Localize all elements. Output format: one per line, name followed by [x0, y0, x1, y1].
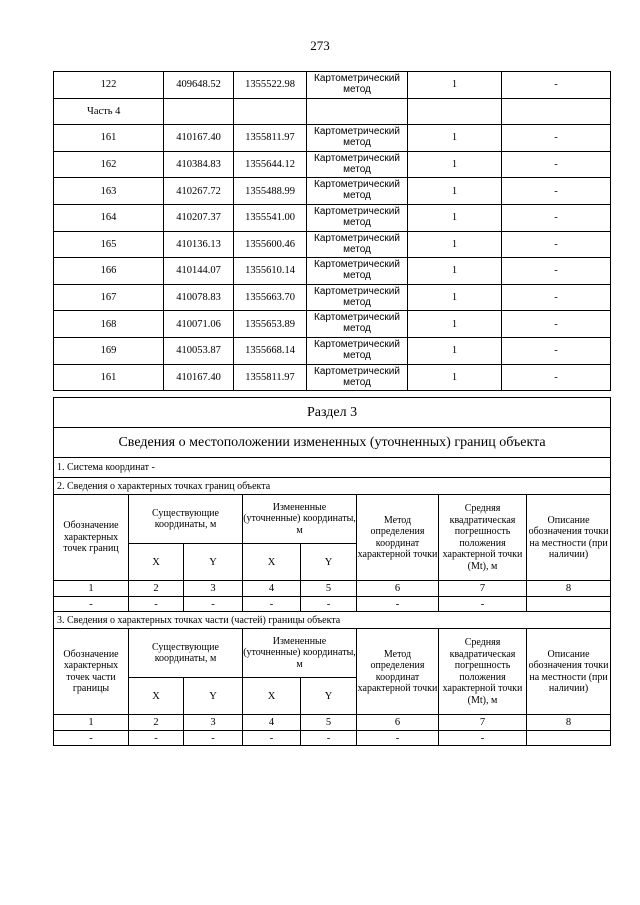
accuracy-cell: 1: [408, 125, 502, 152]
description-cell: -: [502, 178, 611, 205]
col-number: 1: [54, 715, 129, 731]
point-cell: 161: [54, 364, 164, 391]
x-coord-cell: 410167.40: [164, 364, 234, 391]
y-coord-cell: 1355600.46: [234, 231, 307, 258]
part-label: Часть 4: [54, 98, 164, 125]
cell: -: [54, 731, 129, 746]
method-cell: Картометрический метод: [307, 125, 408, 152]
table-row: [54, 125, 611, 152]
method-cell: Картометрический метод: [307, 72, 408, 99]
description-cell: -: [502, 204, 611, 231]
x-coord-cell: 410167.40: [164, 125, 234, 152]
cell: -: [357, 731, 439, 746]
col-number: 1: [54, 581, 129, 597]
point-cell: 162: [54, 151, 164, 178]
header-description: Описание обозначения точки на местности (при наличии): [527, 495, 611, 581]
point-cell: 169: [54, 337, 164, 364]
part-points-heading: 3. Сведения о характерных точках части (частей) границы объекта: [54, 612, 611, 629]
col-number: 5: [301, 581, 357, 597]
table-row: [54, 204, 611, 231]
header-existing-coords: Существующие координаты, м: [129, 629, 243, 678]
header-y: Y: [184, 678, 243, 715]
header-y: Y: [301, 678, 357, 715]
description-cell: -: [502, 231, 611, 258]
description-cell: -: [502, 364, 611, 391]
cell: -: [357, 597, 439, 612]
header-method: Метод определения координат характерной точки: [357, 629, 439, 715]
x-coord-cell: 410136.13: [164, 231, 234, 258]
y-coord-cell: 1355653.89: [234, 311, 307, 338]
point-cell: 122: [54, 72, 164, 99]
x-coord-cell: 410053.87: [164, 337, 234, 364]
header-method: Метод определения координат характерной точки: [357, 495, 439, 581]
point-cell: 168: [54, 311, 164, 338]
y-coord-cell: 1355668.14: [234, 337, 307, 364]
header-accuracy: Средняя квадратическая погрешность положения характерной точки (Mt), м: [439, 629, 527, 715]
col-number: 6: [357, 581, 439, 597]
col-number: 8: [527, 581, 611, 597]
x-coord-cell: 410207.37: [164, 204, 234, 231]
y-coord-cell: 1355811.97: [234, 364, 307, 391]
point-cell: 166: [54, 258, 164, 285]
point-cell: 167: [54, 284, 164, 311]
description-cell: -: [502, 311, 611, 338]
table-row: [54, 311, 611, 338]
table-row: [54, 258, 611, 285]
table-row: [54, 72, 611, 99]
cell: -: [54, 597, 129, 612]
coordinate-system-line: 1. Система координат -: [54, 458, 611, 478]
x-coord-cell: 410144.07: [164, 258, 234, 285]
method-cell: Картометрический метод: [307, 337, 408, 364]
table-row: [54, 337, 611, 364]
empty-cell: [408, 98, 502, 125]
y-coord-cell: 1355663.70: [234, 284, 307, 311]
table-row: [54, 151, 611, 178]
method-cell: Картометрический метод: [307, 151, 408, 178]
y-coord-cell: 1355541.00: [234, 204, 307, 231]
empty-cell: [164, 98, 234, 125]
col-number: 7: [439, 715, 527, 731]
col-number: 7: [439, 581, 527, 597]
x-coord-cell: 409648.52: [164, 72, 234, 99]
y-coord-cell: 1355522.98: [234, 72, 307, 99]
method-cell: Картометрический метод: [307, 284, 408, 311]
accuracy-cell: 1: [408, 178, 502, 205]
cell: -: [243, 731, 301, 746]
cell: -: [129, 731, 184, 746]
cell: -: [184, 597, 243, 612]
accuracy-cell: 1: [408, 258, 502, 285]
header-y: Y: [301, 544, 357, 581]
table-row: [54, 178, 611, 205]
y-coord-cell: 1355488.99: [234, 178, 307, 205]
empty-cell: [502, 98, 611, 125]
method-cell: Картометрический метод: [307, 258, 408, 285]
x-coord-cell: 410267.72: [164, 178, 234, 205]
col-number: 3: [184, 581, 243, 597]
description-cell: -: [502, 151, 611, 178]
header-changed-coords: Измененные (уточненные) координаты, м: [243, 495, 357, 544]
cell: -: [301, 597, 357, 612]
cell: -: [184, 731, 243, 746]
accuracy-cell: 1: [408, 231, 502, 258]
table-row: [54, 284, 611, 311]
col-number: 4: [243, 715, 301, 731]
boundary-points-heading: 2. Сведения о характерных точках границ объекта: [54, 478, 611, 495]
accuracy-cell: 1: [408, 72, 502, 99]
description-cell: -: [502, 284, 611, 311]
accuracy-cell: 1: [408, 284, 502, 311]
header-accuracy: Средняя квадратическая погрешность положения характерной точки (Mt), м: [439, 495, 527, 581]
table-row: [54, 364, 611, 391]
header-designation-part: Обозначение характерных точек части границы: [54, 629, 129, 715]
description-cell: -: [502, 258, 611, 285]
section-subtitle: Сведения о местоположении измененных (уточненных) границ объекта: [54, 428, 611, 458]
accuracy-cell: 1: [408, 151, 502, 178]
page-number: 273: [310, 38, 330, 53]
y-coord-cell: 1355644.12: [234, 151, 307, 178]
accuracy-cell: 1: [408, 204, 502, 231]
accuracy-cell: 1: [408, 364, 502, 391]
accuracy-cell: 1: [408, 337, 502, 364]
col-number: 6: [357, 715, 439, 731]
col-number: 3: [184, 715, 243, 731]
y-coord-cell: 1355811.97: [234, 125, 307, 152]
x-coord-cell: 410384.83: [164, 151, 234, 178]
cell: -: [439, 731, 527, 746]
header-x: X: [243, 544, 301, 581]
header-existing-coords: Существующие координаты, м: [129, 495, 243, 544]
point-cell: 164: [54, 204, 164, 231]
col-number: 2: [129, 581, 184, 597]
method-cell: Картометрический метод: [307, 231, 408, 258]
empty-cell: [307, 98, 408, 125]
description-cell: -: [502, 72, 611, 99]
empty-data-row: [54, 731, 611, 746]
header-changed-coords: Измененные (уточненные) координаты, м: [243, 629, 357, 678]
col-number: 8: [527, 715, 611, 731]
col-number: 2: [129, 715, 184, 731]
cell: -: [301, 731, 357, 746]
cell: -: [129, 597, 184, 612]
y-coord-cell: 1355610.14: [234, 258, 307, 285]
section-3-table: [53, 397, 611, 746]
description-cell: -: [502, 125, 611, 152]
cell: [527, 731, 611, 746]
header-description: Описание обозначения точки на местности (при наличии): [527, 629, 611, 715]
empty-data-row: [54, 597, 611, 612]
accuracy-cell: 1: [408, 311, 502, 338]
cell: -: [243, 597, 301, 612]
cell: [527, 597, 611, 612]
cell: -: [439, 597, 527, 612]
description-cell: -: [502, 337, 611, 364]
column-numbers-row: [54, 581, 611, 597]
header-x: X: [243, 678, 301, 715]
x-coord-cell: 410078.83: [164, 284, 234, 311]
empty-cell: [234, 98, 307, 125]
col-number: 5: [301, 715, 357, 731]
section-title: Раздел 3: [54, 398, 611, 428]
header-designation: Обозначение характерных точек границ: [54, 495, 129, 581]
header-x: X: [129, 678, 184, 715]
col-number: 4: [243, 581, 301, 597]
method-cell: Картометрический метод: [307, 364, 408, 391]
point-cell: 161: [54, 125, 164, 152]
part-row: [54, 98, 611, 125]
header-y: Y: [184, 544, 243, 581]
point-cell: 165: [54, 231, 164, 258]
coordinates-table: [53, 71, 611, 391]
method-cell: Картометрический метод: [307, 311, 408, 338]
point-cell: 163: [54, 178, 164, 205]
method-cell: Картометрический метод: [307, 204, 408, 231]
header-x: X: [129, 544, 184, 581]
column-numbers-row: [54, 715, 611, 731]
table-row: [54, 231, 611, 258]
method-cell: Картометрический метод: [307, 178, 408, 205]
x-coord-cell: 410071.06: [164, 311, 234, 338]
